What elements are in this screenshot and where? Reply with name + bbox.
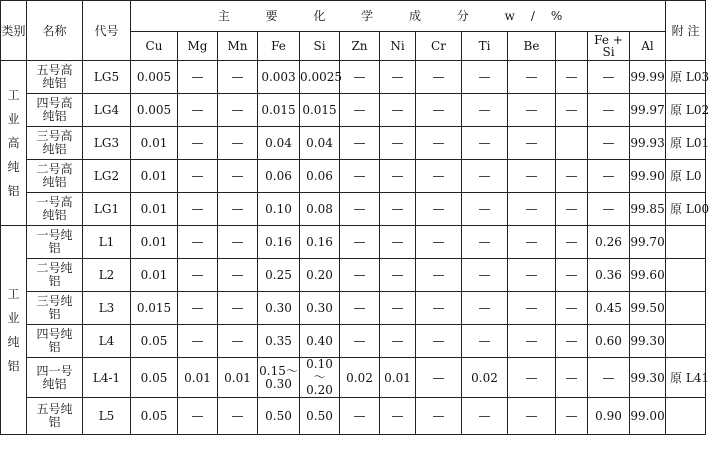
table-row	[1, 325, 706, 358]
value-cell: 0.45	[588, 292, 630, 325]
value-cell: 0.015	[300, 94, 340, 127]
value-cell: —	[556, 398, 588, 435]
value-cell: —	[508, 127, 556, 160]
value-cell: —	[178, 94, 218, 127]
value-cell: 99.97	[630, 94, 666, 127]
table-row	[1, 226, 706, 259]
name-cell: 五号纯铝	[27, 398, 83, 435]
value-cell: —	[556, 226, 588, 259]
value-cell: 0.26	[588, 226, 630, 259]
value-cell: —	[340, 160, 380, 193]
code-cell: LG2	[83, 160, 131, 193]
value-cell: —	[218, 398, 258, 435]
value-cell: —	[218, 259, 258, 292]
value-cell: —	[218, 160, 258, 193]
value-cell: 0.015	[258, 94, 300, 127]
header-element: Al	[630, 32, 666, 61]
value-cell: 0.015	[131, 292, 178, 325]
header-note: 附 注	[666, 1, 706, 61]
value-cell: —	[416, 193, 462, 226]
header-element: Ni	[380, 32, 416, 61]
value-cell: 0.01	[131, 259, 178, 292]
value-cell: 0.05	[131, 325, 178, 358]
value-cell: 0.35	[258, 325, 300, 358]
note-cell	[666, 259, 706, 292]
header-element: Si	[300, 32, 340, 61]
value-cell: —	[588, 127, 630, 160]
value-cell: 0.04	[258, 127, 300, 160]
value-cell: —	[588, 358, 630, 398]
value-cell: —	[588, 193, 630, 226]
value-cell: 0.005	[131, 94, 178, 127]
value-cell: —	[340, 325, 380, 358]
name-cell: 三号高纯铝	[27, 127, 83, 160]
value-cell: 0.40	[300, 325, 340, 358]
value-cell: 0.16	[258, 226, 300, 259]
value-cell: —	[462, 259, 508, 292]
value-cell: 0.30	[300, 292, 340, 325]
value-cell: —	[218, 325, 258, 358]
name-cell: 四一号纯铝	[27, 358, 83, 398]
value-cell: —	[416, 94, 462, 127]
header-element: Cu	[131, 32, 178, 61]
value-cell: —	[508, 358, 556, 398]
value-cell: 0.10～0.20	[300, 358, 340, 398]
value-cell: 0.02	[462, 358, 508, 398]
value-cell: —	[556, 358, 588, 398]
value-cell: —	[380, 292, 416, 325]
value-cell: —	[178, 292, 218, 325]
category-cell	[1, 226, 27, 435]
name-cell: 四号纯铝	[27, 325, 83, 358]
value-cell: —	[462, 61, 508, 94]
name-cell: 二号纯铝	[27, 259, 83, 292]
value-cell: —	[218, 226, 258, 259]
value-cell: 99.70	[630, 226, 666, 259]
value-cell: —	[218, 94, 258, 127]
value-cell: 0.06	[258, 160, 300, 193]
value-cell: 0.16	[300, 226, 340, 259]
note-cell: 原 L02	[666, 94, 706, 127]
name-cell: 四号高纯铝	[27, 94, 83, 127]
header-row-main	[1, 1, 706, 32]
value-cell: —	[508, 292, 556, 325]
value-cell: —	[416, 127, 462, 160]
value-cell: —	[462, 325, 508, 358]
value-cell: 99.00	[630, 398, 666, 435]
value-cell: —	[340, 94, 380, 127]
note-cell: 原 L0	[666, 160, 706, 193]
value-cell: —	[556, 193, 588, 226]
header-code: 代号	[83, 1, 131, 61]
value-cell: —	[556, 325, 588, 358]
value-cell: —	[416, 61, 462, 94]
category-label: 工业高纯铝	[7, 88, 20, 198]
table-row	[1, 193, 706, 226]
header-element: Cr	[416, 32, 462, 61]
header-name: 名称	[27, 1, 83, 61]
value-cell: 99.60	[630, 259, 666, 292]
value-cell: 0.60	[588, 325, 630, 358]
value-cell: —	[556, 259, 588, 292]
value-cell: —	[416, 398, 462, 435]
value-cell: —	[588, 61, 630, 94]
code-cell: L3	[83, 292, 131, 325]
value-cell: 0.01	[131, 226, 178, 259]
table-row	[1, 61, 706, 94]
value-cell: —	[508, 94, 556, 127]
name-cell: 五号高纯铝	[27, 61, 83, 94]
name-cell: 一号高纯铝	[27, 193, 83, 226]
value-cell: 99.99	[630, 61, 666, 94]
value-cell: —	[588, 94, 630, 127]
note-cell	[666, 292, 706, 325]
value-cell: 0.15～0.30	[258, 358, 300, 398]
table-row	[1, 398, 706, 435]
value-cell: 0.01	[131, 127, 178, 160]
value-cell: —	[218, 292, 258, 325]
value-cell: 0.01	[178, 358, 218, 398]
table-row	[1, 358, 706, 398]
value-cell: —	[178, 398, 218, 435]
value-cell: 0.01	[218, 358, 258, 398]
code-cell: LG5	[83, 61, 131, 94]
header-element: Fe	[258, 32, 300, 61]
value-cell: 99.85	[630, 193, 666, 226]
value-cell: 0.10	[258, 193, 300, 226]
header-element: Ti	[462, 32, 508, 61]
value-cell: —	[588, 160, 630, 193]
value-cell: —	[556, 94, 588, 127]
value-cell: —	[508, 61, 556, 94]
header-category: 类别	[1, 1, 27, 61]
value-cell: —	[380, 160, 416, 193]
header-element	[556, 32, 588, 61]
value-cell: —	[340, 226, 380, 259]
value-cell: —	[380, 325, 416, 358]
value-cell: —	[462, 193, 508, 226]
value-cell: —	[556, 292, 588, 325]
value-cell: —	[462, 127, 508, 160]
value-cell: 0.003	[258, 61, 300, 94]
value-cell: 0.50	[300, 398, 340, 435]
value-cell: —	[380, 193, 416, 226]
category-cell	[1, 61, 27, 226]
value-cell: —	[340, 61, 380, 94]
value-cell: —	[380, 226, 416, 259]
table-row	[1, 127, 706, 160]
value-cell: 0.30	[258, 292, 300, 325]
header-element: Be	[508, 32, 556, 61]
value-cell: —	[416, 259, 462, 292]
note-cell: 原 L00	[666, 193, 706, 226]
value-cell: —	[178, 127, 218, 160]
value-cell: 0.01	[131, 160, 178, 193]
code-cell: L5	[83, 398, 131, 435]
value-cell: 99.50	[630, 292, 666, 325]
header-element: Mn	[218, 32, 258, 61]
note-cell: 原 L41	[666, 358, 706, 398]
note-cell: 原 L03	[666, 61, 706, 94]
value-cell: —	[416, 325, 462, 358]
code-cell: L4-1	[83, 358, 131, 398]
value-cell: 0.05	[131, 398, 178, 435]
value-cell: —	[178, 160, 218, 193]
value-cell: —	[380, 61, 416, 94]
note-cell	[666, 325, 706, 358]
value-cell: —	[508, 226, 556, 259]
table-row	[1, 160, 706, 193]
code-cell: LG3	[83, 127, 131, 160]
value-cell: 0.08	[300, 193, 340, 226]
note-cell	[666, 226, 706, 259]
table-row	[1, 292, 706, 325]
value-cell: 0.50	[258, 398, 300, 435]
code-cell: L2	[83, 259, 131, 292]
value-cell	[556, 127, 588, 160]
value-cell: —	[380, 127, 416, 160]
value-cell: —	[416, 226, 462, 259]
value-cell: —	[340, 259, 380, 292]
value-cell: —	[380, 259, 416, 292]
value-cell: —	[380, 398, 416, 435]
value-cell: 0.36	[588, 259, 630, 292]
value-cell: —	[218, 127, 258, 160]
value-cell: —	[556, 160, 588, 193]
value-cell: —	[218, 61, 258, 94]
value-cell: —	[462, 226, 508, 259]
value-cell: —	[462, 398, 508, 435]
value-cell: 0.01	[131, 193, 178, 226]
value-cell: —	[340, 292, 380, 325]
value-cell: —	[416, 160, 462, 193]
value-cell: 0.25	[258, 259, 300, 292]
code-cell: LG4	[83, 94, 131, 127]
table-row	[1, 94, 706, 127]
value-cell: 0.04	[300, 127, 340, 160]
value-cell: 99.30	[630, 358, 666, 398]
value-cell: 0.06	[300, 160, 340, 193]
value-cell: —	[508, 325, 556, 358]
value-cell: —	[178, 61, 218, 94]
value-cell: —	[340, 398, 380, 435]
value-cell: 0.005	[131, 61, 178, 94]
value-cell: 0.05	[131, 358, 178, 398]
table-body	[1, 61, 709, 435]
value-cell: —	[416, 358, 462, 398]
value-cell: —	[380, 94, 416, 127]
value-cell: —	[462, 292, 508, 325]
value-cell: —	[416, 292, 462, 325]
value-cell: 0.20	[300, 259, 340, 292]
value-cell: —	[508, 398, 556, 435]
value-cell: —	[556, 61, 588, 94]
value-cell: 99.90	[630, 160, 666, 193]
name-cell: 二号高纯铝	[27, 160, 83, 193]
value-cell: 0.0025	[300, 61, 340, 94]
code-cell: L4	[83, 325, 131, 358]
value-cell: —	[178, 259, 218, 292]
value-cell: —	[178, 193, 218, 226]
header-element: Zn	[340, 32, 380, 61]
value-cell: —	[462, 160, 508, 193]
value-cell: —	[508, 193, 556, 226]
note-cell: 原 L01	[666, 127, 706, 160]
header-main-composition: 主 要 化 学 成 分 w/%	[131, 1, 666, 32]
value-cell: —	[178, 325, 218, 358]
value-cell: —	[178, 226, 218, 259]
value-cell: —	[462, 94, 508, 127]
code-cell: L1	[83, 226, 131, 259]
header-element: Fe + Si	[588, 32, 630, 61]
name-cell: 一号纯铝	[27, 226, 83, 259]
value-cell: 0.01	[380, 358, 416, 398]
header-element: Mg	[178, 32, 218, 61]
category-label: 工业纯铝	[7, 287, 20, 373]
value-cell: 99.93	[630, 127, 666, 160]
value-cell: —	[218, 193, 258, 226]
value-cell: —	[508, 259, 556, 292]
value-cell: 0.90	[588, 398, 630, 435]
value-cell: —	[508, 160, 556, 193]
name-cell: 三号纯铝	[27, 292, 83, 325]
value-cell: 99.30	[630, 325, 666, 358]
note-cell	[666, 398, 706, 435]
value-cell: —	[340, 193, 380, 226]
code-cell: LG1	[83, 193, 131, 226]
table-row	[1, 259, 706, 292]
value-cell: —	[340, 127, 380, 160]
value-cell: 0.02	[340, 358, 380, 398]
